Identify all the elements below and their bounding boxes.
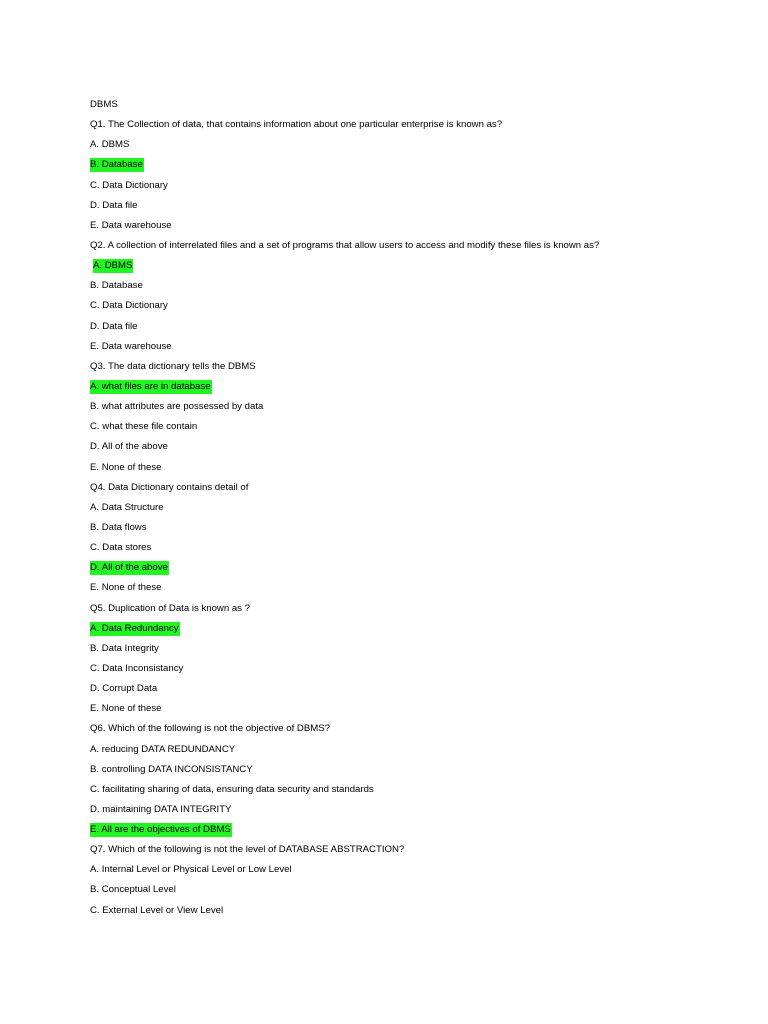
line-text: B. Data Integrity bbox=[90, 642, 159, 654]
question-text bbox=[90, 602, 730, 622]
highlighted-answer: D. All of the above bbox=[90, 562, 168, 574]
line-text: C. facilitating sharing of data, ensuring data security and standards bbox=[90, 783, 374, 795]
answer-option bbox=[90, 541, 730, 561]
question-text bbox=[90, 722, 730, 742]
answer-option bbox=[90, 380, 730, 400]
line-text: C. what these file contain bbox=[90, 421, 198, 433]
highlighted-answer: A. Data Redundancy bbox=[90, 622, 179, 634]
line-text: Q5. Duplication of Data is known as ? bbox=[90, 602, 250, 614]
line-text: D. All of the above bbox=[90, 441, 168, 453]
answer-option bbox=[90, 501, 730, 521]
line-text: A. Data Structure bbox=[90, 501, 164, 513]
line-text: Q3. The data dictionary tells the DBMS bbox=[90, 360, 256, 372]
question-text bbox=[90, 239, 730, 259]
answer-option bbox=[90, 642, 730, 662]
answer-option bbox=[90, 521, 730, 541]
answer-option bbox=[90, 662, 730, 682]
answer-option bbox=[90, 259, 730, 279]
answer-option bbox=[90, 279, 730, 299]
line-text: Q7. Which of the following is not the level of DATABASE ABSTRACTION? bbox=[90, 844, 405, 856]
answer-option bbox=[90, 420, 730, 440]
line-text: E. None of these bbox=[90, 461, 162, 473]
answer-option bbox=[90, 904, 730, 924]
answer-option bbox=[90, 803, 730, 823]
line-text: Q2. A collection of interrelated files and a set of programs that allow users to access and modify these files is known as? bbox=[90, 239, 600, 251]
line-text: B. Database bbox=[90, 280, 143, 292]
line-text: D. Data file bbox=[90, 320, 138, 332]
answer-option bbox=[90, 743, 730, 763]
line-text: B. Conceptual Level bbox=[90, 884, 176, 896]
line-text: B. what attributes are possessed by data bbox=[90, 401, 264, 413]
line-text: E. Data warehouse bbox=[90, 219, 172, 231]
highlighted-answer: E. All are the objectives of DBMS bbox=[90, 824, 231, 836]
answer-option bbox=[90, 702, 730, 722]
line-text: A. Internal Level or Physical Level or Low Level bbox=[90, 864, 292, 876]
answer-option bbox=[90, 763, 730, 783]
question-list bbox=[90, 98, 730, 924]
line-text: Q6. Which of the following is not the objective of DBMS? bbox=[90, 723, 330, 735]
line-text: DBMS bbox=[90, 99, 118, 110]
question-text bbox=[90, 118, 730, 138]
highlighted-answer: B. Database bbox=[90, 159, 143, 171]
answer-option bbox=[90, 581, 730, 601]
question-text bbox=[90, 360, 730, 380]
line-text: E. None of these bbox=[90, 582, 162, 594]
answer-option bbox=[90, 299, 730, 319]
line-text: B. Data flows bbox=[90, 521, 147, 533]
line-text: D. Data file bbox=[90, 199, 138, 211]
highlighted-answer: A. what files are in database bbox=[90, 380, 211, 392]
line-text: B. controlling DATA INCONSISTANCY bbox=[90, 763, 253, 775]
answer-option bbox=[90, 883, 730, 903]
line-text: E. Data warehouse bbox=[90, 340, 172, 352]
answer-option bbox=[90, 219, 730, 239]
document-title bbox=[90, 98, 730, 118]
answer-option bbox=[90, 158, 730, 178]
answer-option bbox=[90, 682, 730, 702]
highlighted-answer: A. DBMS bbox=[93, 260, 133, 272]
line-text: E. None of these bbox=[90, 703, 162, 715]
question-text bbox=[90, 481, 730, 501]
line-text: D. Corrupt Data bbox=[90, 683, 158, 695]
answer-option bbox=[90, 823, 730, 843]
answer-option bbox=[90, 440, 730, 460]
answer-option bbox=[90, 320, 730, 340]
line-text: D. maintaining DATA INTEGRITY bbox=[90, 803, 232, 815]
line-text: C. Data stores bbox=[90, 542, 152, 554]
line-text: A. DBMS bbox=[90, 139, 130, 151]
answer-option bbox=[90, 199, 730, 219]
answer-option bbox=[90, 340, 730, 360]
answer-option bbox=[90, 138, 730, 158]
answer-option bbox=[90, 863, 730, 883]
question-text bbox=[90, 843, 730, 863]
answer-option bbox=[90, 561, 730, 581]
answer-option bbox=[90, 179, 730, 199]
answer-option bbox=[90, 783, 730, 803]
line-text: C. Data Dictionary bbox=[90, 179, 168, 191]
answer-option bbox=[90, 461, 730, 481]
line-text: C. External Level or View Level bbox=[90, 904, 224, 916]
line-text: Q4. Data Dictionary contains detail of bbox=[90, 481, 249, 493]
answer-option bbox=[90, 622, 730, 642]
line-text: C. Data Dictionary bbox=[90, 300, 168, 312]
answer-option bbox=[90, 400, 730, 420]
line-text: C. Data Inconsistancy bbox=[90, 662, 184, 674]
line-text: Q1. The Collection of data, that contains information about one particular enterprise is known as? bbox=[90, 119, 503, 131]
line-text: A. reducing DATA REDUNDANCY bbox=[90, 743, 236, 755]
